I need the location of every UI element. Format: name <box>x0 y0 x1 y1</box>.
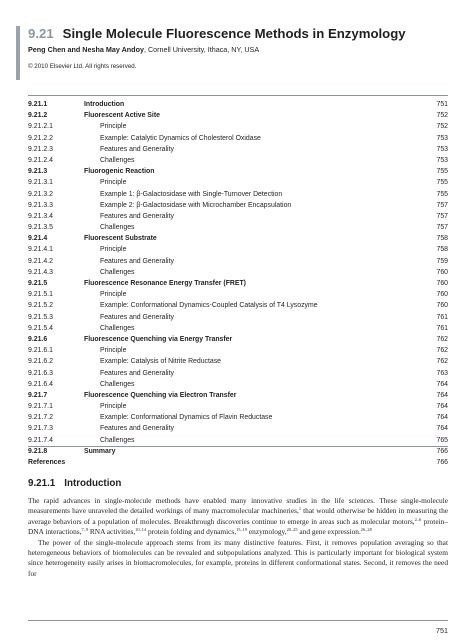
toc-entry-page: 760 <box>436 280 448 287</box>
toc-entry[interactable] <box>28 457 448 468</box>
toc-entry-page: 755 <box>436 190 448 198</box>
toc-entry-title: Features and Generality <box>100 425 174 433</box>
toc-entry[interactable] <box>28 412 448 423</box>
toc-entry[interactable] <box>28 233 448 244</box>
toc-entry-title: Example 1: β-Galactosidase with Single-Turnover Detection <box>100 190 283 198</box>
toc-entry-number: 9.21.5.1 <box>28 291 53 299</box>
toc-entry[interactable] <box>28 323 448 334</box>
toc-entry-page: 757 <box>436 212 448 220</box>
toc-entry-page: 753 <box>436 156 448 164</box>
toc-entry[interactable] <box>28 423 448 434</box>
toc-entry-page: 760 <box>436 268 448 276</box>
toc-entry-title: Features and Generality <box>100 257 174 265</box>
toc-entry-page: 760 <box>436 291 448 299</box>
toc-entry-title: Example: Catalysis of Nitrite Reductase <box>100 358 222 366</box>
citation: 20–25 <box>286 527 298 533</box>
toc-entry[interactable] <box>28 435 448 446</box>
toc-entry[interactable] <box>28 356 448 367</box>
authors: Peng Chen and Nesha May Andoy <box>28 45 144 54</box>
toc-entry-title: Challenges <box>100 380 135 388</box>
toc-entry[interactable] <box>28 300 448 311</box>
toc-entry-page: 762 <box>436 335 448 343</box>
toc-entry[interactable] <box>28 244 448 255</box>
citation: 15–19 <box>236 527 248 533</box>
toc-entry-number: 9.21.3.2 <box>28 190 53 198</box>
toc-entry-page: 761 <box>436 324 448 332</box>
toc-entry[interactable] <box>28 155 448 166</box>
toc-entry-number: 9.21.7.1 <box>28 403 53 411</box>
toc-entry-page: 753 <box>436 145 448 153</box>
toc-entry[interactable] <box>28 401 448 412</box>
toc-entry-number: 9.21.6 <box>28 335 48 343</box>
p1-text-d: RNA activities, <box>88 527 136 537</box>
citation: 10–14 <box>135 527 147 533</box>
toc-entry-number: 9.21.3.5 <box>28 224 53 232</box>
toc-entry-title: Features and Generality <box>100 145 174 153</box>
toc-entry-title: Principle <box>100 347 127 355</box>
toc-entry[interactable] <box>28 334 448 345</box>
toc-entry-title: Principle <box>100 246 127 254</box>
toc-entry-title: Fluorescence Quenching via Electron Transfer <box>84 391 237 399</box>
toc-entry-page: 762 <box>436 358 448 366</box>
toc-entry-number: 9.21.7.4 <box>28 436 53 444</box>
toc-entry-page: 764 <box>436 403 448 411</box>
toc-entry-title: Challenges <box>100 324 135 332</box>
toc-entry-page: 752 <box>436 123 448 131</box>
toc-entry-number: 9.21.7.2 <box>28 414 53 422</box>
toc-entry-title: Example: Catalytic Dynamics of Cholesterol Oxidase <box>100 134 261 142</box>
toc-bottom-rule <box>28 446 448 447</box>
toc-entry-title: Fluorescence Quenching via Energy Transfer <box>84 335 233 343</box>
toc-entry-title: Features and Generality <box>100 313 174 321</box>
toc-entry[interactable] <box>28 166 448 177</box>
page-number: 751 <box>436 626 448 635</box>
toc-entry-page: 758 <box>436 235 448 243</box>
toc-entry-number: References <box>28 459 66 466</box>
toc-entry-title: Example: Conformational Dynamics-Coupled Catalysis of T4 Lysozyme <box>100 302 318 310</box>
toc-entry-page: 758 <box>436 246 448 254</box>
toc-entry[interactable] <box>28 289 448 300</box>
toc-entry[interactable] <box>28 211 448 222</box>
toc-entry-page: 752 <box>436 112 448 120</box>
toc-entry-number: 9.21.5.2 <box>28 302 53 310</box>
toc-entry-number: 9.21.5.3 <box>28 313 53 321</box>
toc-entry-number: 9.21.4.1 <box>28 246 53 254</box>
toc-entry-number: 9.21.5.4 <box>28 324 53 332</box>
citation: 1 <box>298 506 302 512</box>
toc-entry[interactable] <box>28 256 448 267</box>
toc-top-rule <box>28 95 448 96</box>
toc-entry-number: 9.21.3.3 <box>28 201 53 209</box>
toc-entry-page: 764 <box>436 380 448 388</box>
toc-entry-page: 759 <box>436 257 448 265</box>
toc-entry-title: Principle <box>100 403 127 411</box>
toc-entry-title: Fluorescent Substrate <box>84 235 157 243</box>
copyright-notice: © 2010 Elsevier Ltd. All rights reserved. <box>28 63 137 70</box>
affiliation: , Cornell University, Ithaca, NY, USA <box>143 45 260 54</box>
toc-entry-number: 9.21.6.1 <box>28 347 53 355</box>
toc-entry-title: Example: Conformational Dynamics of Flavin Reductase <box>100 414 273 422</box>
citation: 2–6 <box>414 516 422 522</box>
paragraph-1 <box>28 496 448 538</box>
toc-entry-title: Example 2: β-Galactosidase with Microchamber Encapsulation <box>100 201 292 209</box>
toc-entry-title: Challenges <box>100 156 135 164</box>
toc-entry-title: Principle <box>100 123 127 131</box>
body-text <box>28 496 448 579</box>
toc-entry[interactable] <box>28 177 448 188</box>
toc-entry-number: 9.21.3 <box>28 168 48 176</box>
toc-entry-page: 760 <box>436 302 448 310</box>
toc-entry-title: Fluorescence Resonance Energy Transfer (FRET) <box>84 280 246 287</box>
toc-entry-page: 762 <box>436 347 448 355</box>
chapter-title <box>28 26 406 41</box>
toc-entry-number: 9.21.4.3 <box>28 268 53 276</box>
p1-text-f: enzymology, <box>247 527 287 537</box>
toc-entry-number: 9.21.6.2 <box>28 358 53 366</box>
toc-entry-title: Summary <box>84 447 116 455</box>
toc-entry-page: 757 <box>436 224 448 232</box>
toc-entry-title: Principle <box>100 291 127 299</box>
toc-entry-page: 761 <box>436 313 448 321</box>
toc-entry-number: 9.21.1 <box>28 101 48 108</box>
toc-entry-number: 9.21.8 <box>28 447 48 455</box>
toc-entry-page: 766 <box>436 447 448 455</box>
toc-entry-title: Introduction <box>84 101 125 108</box>
toc-entry-page: 751 <box>436 101 448 108</box>
table-of-contents <box>28 99 448 468</box>
author-line <box>28 45 259 54</box>
toc-entry-page: 753 <box>436 134 448 142</box>
toc-entry-title: Fluorescent Active Site <box>84 112 160 120</box>
toc-entry[interactable] <box>28 267 448 278</box>
toc-entry[interactable] <box>28 446 448 457</box>
toc-entry[interactable] <box>28 312 448 323</box>
toc-entry-number: 9.21.2.2 <box>28 134 53 142</box>
toc-entry-number: 9.21.5 <box>28 280 48 287</box>
toc-entry[interactable] <box>28 278 448 289</box>
toc-entry[interactable] <box>28 390 448 401</box>
citation: 7–9 <box>81 527 89 533</box>
citation: 26–28 <box>360 527 372 533</box>
toc-entry-number: 9.21.2.1 <box>28 123 53 131</box>
toc-entry-number: 9.21.7.3 <box>28 425 53 433</box>
p1-text-c: protein–DNA interactions, <box>28 516 448 537</box>
toc-entry-page: 757 <box>436 201 448 209</box>
toc-entry-title: Principle <box>100 179 127 187</box>
toc-entry-number: 9.21.2.3 <box>28 145 53 153</box>
toc-entry-number: 9.21.2 <box>28 112 48 120</box>
toc-entry-page: 766 <box>436 459 448 466</box>
p1-text-b: that would otherwise be hidden in measuring the average behaviors of a population of molecules. Breakthrough discoveries continue to emerge in areas such as molecular motors, <box>28 506 448 526</box>
toc-entry-title: Challenges <box>100 224 135 232</box>
toc-entry[interactable] <box>28 368 448 379</box>
toc-entry-page: 755 <box>436 168 448 176</box>
toc-entry-number: 9.21.6.4 <box>28 380 53 388</box>
toc-entry-page: 765 <box>436 436 448 444</box>
toc-entry-title: Features and Generality <box>100 212 174 220</box>
toc-entry-page: 755 <box>436 179 448 187</box>
toc-entry-number: 9.21.4 <box>28 235 48 243</box>
toc-entry[interactable] <box>28 133 448 144</box>
toc-entry[interactable] <box>28 121 448 132</box>
toc-entry-number: 9.21.7 <box>28 391 48 399</box>
toc-entry-title: Features and Generality <box>100 369 174 377</box>
toc-entry-title: Challenges <box>100 436 135 444</box>
section-number: 9.21.1 <box>28 478 56 489</box>
chapter-title-text: Single Molecule Fluorescence Methods in Enzymology <box>62 26 406 41</box>
paragraph-2: The power of the single-molecule approach stems from its many distinctive features. First, it removes population averaging so that heterogeneous behaviors of biomolecules can be revealed and subpopulations analyzed. This is particularly important for biological system since heterogeneity easily arises in biomacromolecules, for example, proteins in different conformational states. Second, it removes the need for <box>28 537 448 578</box>
toc-entry[interactable] <box>28 222 448 233</box>
title-accent-bar <box>16 26 20 80</box>
toc-entry-number: 9.21.2.4 <box>28 156 53 164</box>
toc-entry-page: 763 <box>436 369 448 377</box>
toc-entry-number: 9.21.4.2 <box>28 257 53 265</box>
p1-text-e: protein folding and dynamics, <box>146 527 237 537</box>
toc-entry[interactable] <box>28 200 448 211</box>
toc-entry[interactable] <box>28 99 448 110</box>
toc-entry-number: 9.21.3.4 <box>28 212 53 220</box>
chapter-number: 9.21 <box>28 26 54 41</box>
section-title: Introduction <box>64 478 122 489</box>
footer-rule <box>28 620 448 621</box>
toc-entry[interactable] <box>28 379 448 390</box>
toc-entry[interactable] <box>28 189 448 200</box>
toc-entry[interactable] <box>28 144 448 155</box>
toc-entry-page: 764 <box>436 425 448 433</box>
toc-entry[interactable] <box>28 110 448 121</box>
section-heading <box>28 478 121 489</box>
toc-entry[interactable] <box>28 345 448 356</box>
p1-text-a: The rapid advances in single-molecule methods have enabled many innovative studies in the life sciences. These single-molecule measurements have unraveled the detailed workings of many macromolecular machineries, <box>28 496 448 516</box>
toc-entry-number: 9.21.6.3 <box>28 369 53 377</box>
toc-entry-page: 764 <box>436 391 448 399</box>
p1-text-g: and gene expression. <box>297 527 361 537</box>
toc-entry-number: 9.21.3.1 <box>28 179 53 187</box>
toc-entry-page: 764 <box>436 414 448 422</box>
toc-entry-title: Challenges <box>100 268 135 276</box>
toc-entry-title: Fluorogenic Reaction <box>84 168 155 176</box>
